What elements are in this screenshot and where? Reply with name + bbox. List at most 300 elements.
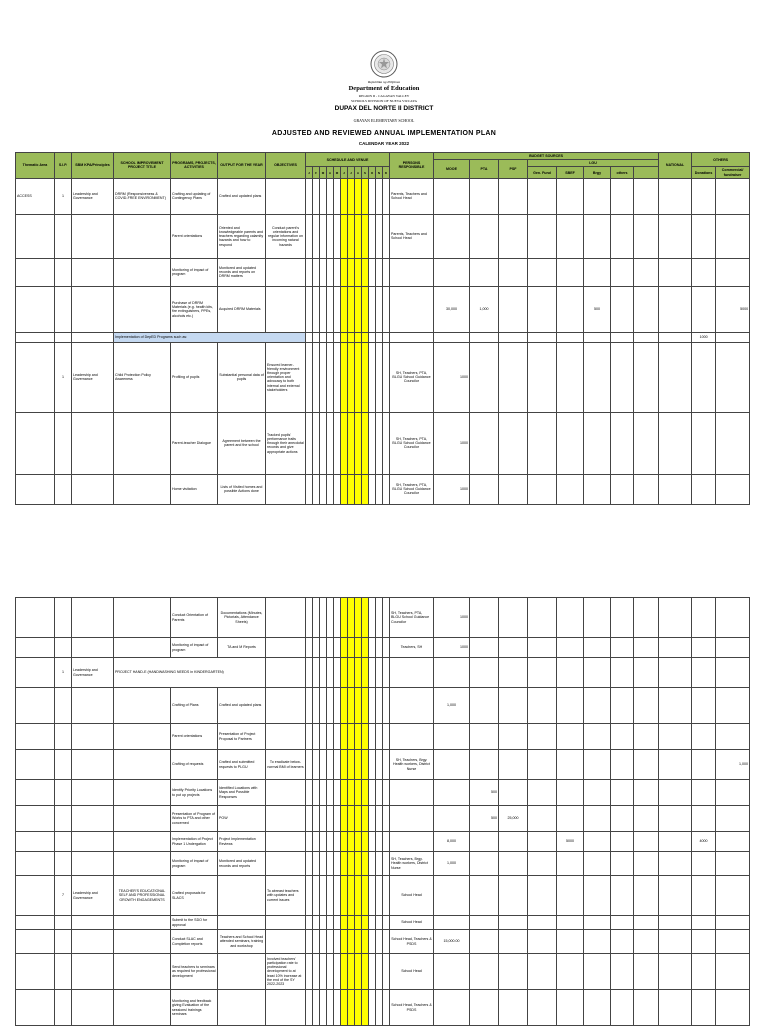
district-name: DUPAX DEL NORTE II DISTRICT	[334, 105, 434, 112]
schedule-month-cell	[362, 342, 369, 412]
schedule-month-cell	[306, 342, 313, 412]
empty-cell	[611, 474, 634, 504]
calendar-year: CALENDAR YEAR 2022	[358, 141, 410, 146]
schedule-month-cell	[376, 332, 383, 342]
table-row	[16, 638, 750, 658]
empty-cell	[72, 990, 114, 1026]
schedule-month-cell	[348, 178, 355, 214]
table-row	[16, 750, 750, 780]
division-text: SCHOOLS DIVISION OF NUEVA VIZCAYA	[350, 99, 418, 103]
col-sbef: SBEF	[557, 167, 584, 178]
schedule-month-cell	[376, 688, 383, 724]
empty-cell	[72, 638, 114, 658]
schedule-month-cell	[369, 876, 376, 916]
schedule-month-cell	[306, 876, 313, 916]
schedule-month-cell	[320, 876, 327, 916]
empty-cell	[528, 806, 557, 832]
col-others: others	[611, 167, 634, 178]
schedule-month-cell	[334, 658, 341, 688]
empty-cell	[634, 876, 659, 916]
empty-cell	[16, 780, 55, 806]
schedule-month-cell	[362, 780, 369, 806]
month-may: M	[334, 167, 341, 178]
schedule-month-cell	[369, 474, 376, 504]
empty-cell	[55, 750, 72, 780]
output-text: Oriented and knowledgeable parents and teachers regarding calamity hazards and how to respond	[218, 214, 266, 258]
schedule-month-cell	[383, 658, 390, 688]
empty-cell	[470, 214, 499, 258]
ppa-text: Monitoring of impact of program	[171, 852, 218, 876]
schedule-month-cell	[320, 852, 327, 876]
empty-cell	[55, 258, 72, 286]
schedule-month-cell	[313, 876, 320, 916]
schedule-month-cell	[306, 658, 313, 688]
empty-cell	[584, 954, 611, 990]
schedule-month-cell	[313, 638, 320, 658]
empty-cell	[114, 258, 171, 286]
schedule-month-cell	[327, 332, 334, 342]
empty-cell	[634, 780, 659, 806]
schedule-month-cell	[313, 474, 320, 504]
schedule-month-cell	[348, 930, 355, 954]
schedule-month-cell	[369, 780, 376, 806]
empty-cell	[16, 806, 55, 832]
empty-cell	[692, 780, 716, 806]
empty-cell	[55, 852, 72, 876]
ppa-text: Implementation of Project Phase 1 Undergation	[171, 832, 218, 852]
schedule-month-cell	[327, 806, 334, 832]
schedule-month-cell	[313, 954, 320, 990]
schedule-month-cell	[313, 990, 320, 1026]
empty-cell	[390, 658, 434, 688]
empty-cell	[434, 332, 470, 342]
empty-cell	[218, 916, 266, 930]
schedule-month-cell	[327, 214, 334, 258]
schedule-month-cell	[306, 832, 313, 852]
empty-cell	[611, 638, 634, 658]
schedule-month-cell	[362, 930, 369, 954]
person-responsible: SH, Teachers, Brgy. Health workers, District Nurse	[390, 852, 434, 876]
ppa-text: Parent orientations	[171, 214, 218, 258]
table-row	[16, 474, 750, 504]
project-title: DRRM (Responsiveness & COVID-FREE ENVIRONMENT)	[114, 178, 171, 214]
empty-cell	[659, 806, 692, 832]
schedule-month-cell	[355, 178, 362, 214]
empty-cell	[470, 750, 499, 780]
ppa-text: Identify Priority Locations to put up projects	[171, 780, 218, 806]
schedule-month-cell	[376, 286, 383, 332]
empty-cell	[611, 332, 634, 342]
section-label: Implementation of DepED Programs such as:	[114, 332, 306, 342]
schedule-month-cell	[362, 688, 369, 724]
empty-cell	[634, 474, 659, 504]
empty-cell	[55, 688, 72, 724]
schedule-month-cell	[355, 332, 362, 342]
schedule-month-cell	[320, 806, 327, 832]
sip-number: 1	[55, 658, 72, 688]
empty-cell	[692, 474, 716, 504]
empty-cell	[266, 806, 306, 832]
schedule-month-cell	[348, 876, 355, 916]
schedule-month-cell	[306, 688, 313, 724]
empty-cell	[390, 258, 434, 286]
sbm-principle: Leadership and Governance	[72, 178, 114, 214]
empty-cell	[16, 258, 55, 286]
table-row	[16, 916, 750, 930]
empty-cell	[716, 806, 750, 832]
empty-cell	[16, 954, 55, 990]
empty-cell	[634, 750, 659, 780]
empty-cell	[499, 876, 528, 916]
schedule-month-cell	[341, 688, 348, 724]
empty-cell	[114, 750, 171, 780]
schedule-month-cell	[383, 954, 390, 990]
schedule-month-cell	[313, 806, 320, 832]
empty-cell	[557, 474, 584, 504]
schedule-month-cell	[376, 258, 383, 286]
ppa-text: Conduct SLAC and Completion reports	[171, 930, 218, 954]
empty-cell	[470, 724, 499, 750]
schedule-month-cell	[362, 178, 369, 214]
empty-cell	[584, 876, 611, 916]
table-row	[16, 930, 750, 954]
empty-cell	[72, 930, 114, 954]
empty-cell	[434, 916, 470, 930]
mooe-amount: 1,000	[434, 852, 470, 876]
empty-cell	[55, 806, 72, 832]
schedule-month-cell	[348, 658, 355, 688]
schedule-month-cell	[306, 638, 313, 658]
schedule-month-cell	[369, 916, 376, 930]
col-donations: Donations	[692, 167, 716, 178]
schedule-month-cell	[334, 780, 341, 806]
project-title: Child Protection Policy Awareness	[114, 342, 171, 412]
empty-cell	[55, 930, 72, 954]
empty-cell	[716, 178, 750, 214]
empty-cell	[634, 658, 659, 688]
schedule-month-cell	[306, 474, 313, 504]
empty-cell	[16, 638, 55, 658]
empty-cell	[266, 658, 306, 688]
schedule-month-cell	[362, 990, 369, 1026]
schedule-month-cell	[383, 474, 390, 504]
empty-cell	[16, 724, 55, 750]
empty-cell	[266, 474, 306, 504]
schedule-month-cell	[313, 412, 320, 474]
col-output: OUTPUT FOR THE YEAR	[218, 153, 266, 179]
empty-cell	[634, 332, 659, 342]
schedule-month-cell	[348, 916, 355, 930]
schedule-month-cell	[341, 990, 348, 1026]
ppa-text: Crafting and updating of Contingency Plans	[171, 178, 218, 214]
empty-cell	[266, 930, 306, 954]
schedule-month-cell	[306, 750, 313, 780]
empty-cell	[114, 724, 171, 750]
objective-text: Conduct parent's orientations and regular information on incoming natural hazards	[266, 214, 306, 258]
schedule-month-cell	[362, 598, 369, 638]
empty-cell	[499, 990, 528, 1026]
schedule-month-cell	[327, 876, 334, 916]
empty-cell	[72, 916, 114, 930]
schedule-month-cell	[369, 930, 376, 954]
table-row	[16, 658, 750, 688]
schedule-month-cell	[327, 852, 334, 876]
schedule-month-cell	[341, 954, 348, 990]
region-text: REGION II - CAGAYAN VALLEY	[358, 94, 410, 98]
schedule-month-cell	[362, 658, 369, 688]
schedule-month-cell	[306, 990, 313, 1026]
schedule-month-cell	[369, 258, 376, 286]
col-objectives: OBJECTIVES	[266, 153, 306, 179]
empty-cell	[16, 286, 55, 332]
empty-cell	[114, 852, 171, 876]
schedule-month-cell	[334, 832, 341, 852]
empty-cell	[659, 332, 692, 342]
schedule-month-cell	[320, 930, 327, 954]
empty-cell	[528, 780, 557, 806]
pta-amount: 500	[470, 780, 499, 806]
schedule-month-cell	[334, 930, 341, 954]
empty-cell	[470, 916, 499, 930]
empty-cell	[218, 876, 266, 916]
empty-cell	[557, 688, 584, 724]
schedule-month-cell	[355, 412, 362, 474]
empty-cell	[611, 214, 634, 258]
schedule-month-cell	[362, 332, 369, 342]
empty-cell	[528, 342, 557, 412]
empty-cell	[557, 638, 584, 658]
schedule-month-cell	[376, 598, 383, 638]
empty-cell	[266, 832, 306, 852]
empty-cell	[611, 954, 634, 990]
table-row	[16, 598, 750, 638]
schedule-month-cell	[369, 214, 376, 258]
empty-cell	[557, 750, 584, 780]
table-row	[16, 214, 750, 258]
schedule-month-cell	[313, 258, 320, 286]
empty-cell	[557, 178, 584, 214]
col-project: SCHOOL IMPROVEMENT PROJECT TITLE	[114, 153, 171, 179]
sip-number: 7	[55, 876, 72, 916]
col-schedule: SCHEDULE AND VENUE	[306, 153, 390, 167]
mooe-amount: 15,000.00	[434, 930, 470, 954]
empty-cell	[470, 852, 499, 876]
empty-cell	[55, 332, 72, 342]
col-national: NATIONAL	[659, 153, 692, 179]
empty-cell	[634, 286, 659, 332]
person-responsible: School Head, Teachers & PSDS	[390, 930, 434, 954]
empty-cell	[716, 876, 750, 916]
objective-text: Involved teachers' participation rate to professional development to at least 10% increase at the end of the SY 2022-2023	[266, 954, 306, 990]
ppa-text: Crafted proposals for SLACS	[171, 876, 218, 916]
empty-cell	[114, 412, 171, 474]
output-text: Teachers and School Head attended seminars, training and workshop	[218, 930, 266, 954]
empty-cell	[72, 332, 114, 342]
objective-text: To eradicate below-normal BMI of learners	[266, 750, 306, 780]
empty-cell	[72, 780, 114, 806]
department-name: Department of Education	[348, 85, 420, 92]
empty-cell	[499, 658, 528, 688]
table-row	[16, 990, 750, 1026]
schedule-month-cell	[355, 780, 362, 806]
schedule-month-cell	[313, 658, 320, 688]
schedule-month-cell	[362, 258, 369, 286]
ppa-text: Profiling of pupils	[171, 342, 218, 412]
empty-cell	[499, 474, 528, 504]
schedule-month-cell	[334, 598, 341, 638]
schedule-month-cell	[327, 724, 334, 750]
schedule-month-cell	[341, 638, 348, 658]
empty-cell	[557, 852, 584, 876]
empty-cell	[528, 258, 557, 286]
project-title: TEACHER'S EDUCATIONAL SELF AND PROFESSIONAL GROWTH ENGAGEMENTS	[114, 876, 171, 916]
table-row	[16, 852, 750, 876]
schedule-month-cell	[306, 258, 313, 286]
empty-cell	[557, 286, 584, 332]
empty-cell	[634, 342, 659, 412]
month-aug: A	[355, 167, 362, 178]
empty-cell	[55, 214, 72, 258]
schedule-month-cell	[355, 658, 362, 688]
sip-number: 1	[55, 342, 72, 412]
empty-cell	[634, 852, 659, 876]
output-text: Agreement between the parent and the school	[218, 412, 266, 474]
empty-cell	[16, 342, 55, 412]
schedule-month-cell	[313, 332, 320, 342]
schedule-month-cell	[306, 780, 313, 806]
thematic-area: ACCESS	[16, 178, 55, 214]
empty-cell	[266, 598, 306, 638]
schedule-month-cell	[383, 832, 390, 852]
schedule-month-cell	[334, 954, 341, 990]
empty-cell	[55, 638, 72, 658]
schedule-month-cell	[341, 832, 348, 852]
schedule-month-cell	[341, 474, 348, 504]
empty-cell	[557, 598, 584, 638]
schedule-month-cell	[313, 342, 320, 412]
sbef-amount: 5000	[557, 832, 584, 852]
schedule-month-cell	[376, 930, 383, 954]
schedule-month-cell	[334, 258, 341, 286]
empty-cell	[659, 658, 692, 688]
schedule-month-cell	[320, 750, 327, 780]
empty-cell	[470, 954, 499, 990]
empty-cell	[55, 832, 72, 852]
month-mar: M	[320, 167, 327, 178]
output-text: Documentations (Minutes, Pictorials, Attendance Sheets)	[218, 598, 266, 638]
empty-cell	[584, 724, 611, 750]
empty-cell	[716, 342, 750, 412]
empty-cell	[266, 178, 306, 214]
schedule-month-cell	[320, 658, 327, 688]
empty-cell	[557, 876, 584, 916]
col-ppa: PROGRAMS, PROJECTS, ACTIVITIES	[171, 153, 218, 179]
empty-cell	[634, 724, 659, 750]
month-jun: J	[341, 167, 348, 178]
schedule-month-cell	[320, 258, 327, 286]
output-text: Crafted and updated plans	[218, 178, 266, 214]
empty-cell	[634, 178, 659, 214]
schedule-month-cell	[362, 724, 369, 750]
person-responsible: SH, Teachers, Brgy. Health workers, District Nurse	[390, 750, 434, 780]
schedule-month-cell	[341, 930, 348, 954]
empty-cell	[114, 930, 171, 954]
empty-cell	[528, 178, 557, 214]
schedule-month-cell	[320, 412, 327, 474]
empty-cell	[634, 916, 659, 930]
empty-cell	[55, 474, 72, 504]
empty-cell	[557, 954, 584, 990]
empty-cell	[114, 954, 171, 990]
schedule-month-cell	[369, 750, 376, 780]
ppa-text: Crafting of Plans	[171, 688, 218, 724]
col-thematic: Thematic Area	[16, 153, 55, 179]
month-jul: J	[348, 167, 355, 178]
empty-cell	[390, 724, 434, 750]
schedule-month-cell	[306, 178, 313, 214]
empty-cell	[470, 638, 499, 658]
empty-cell	[55, 286, 72, 332]
col-sip: S.I.P.	[55, 153, 72, 179]
schedule-month-cell	[376, 178, 383, 214]
empty-cell	[659, 852, 692, 876]
empty-cell	[470, 598, 499, 638]
empty-cell	[470, 332, 499, 342]
schedule-month-cell	[376, 750, 383, 780]
schedule-month-cell	[313, 930, 320, 954]
empty-cell	[659, 916, 692, 930]
empty-cell	[528, 598, 557, 638]
col-brgy: Brgy	[584, 167, 611, 178]
empty-cell	[528, 688, 557, 724]
empty-cell	[557, 214, 584, 258]
empty-cell	[218, 990, 266, 1026]
empty-cell	[692, 916, 716, 930]
schedule-month-cell	[334, 724, 341, 750]
schedule-month-cell	[355, 286, 362, 332]
empty-cell	[611, 930, 634, 954]
schedule-month-cell	[369, 724, 376, 750]
schedule-month-cell	[355, 258, 362, 286]
schedule-month-cell	[369, 638, 376, 658]
table-row	[16, 412, 750, 474]
schedule-month-cell	[327, 916, 334, 930]
schedule-month-cell	[327, 750, 334, 780]
empty-cell	[499, 598, 528, 638]
sbm-principle: Leadership and Governance	[72, 876, 114, 916]
schedule-month-cell	[348, 638, 355, 658]
empty-cell	[72, 598, 114, 638]
empty-cell	[716, 832, 750, 852]
empty-cell	[499, 724, 528, 750]
empty-cell	[470, 412, 499, 474]
objective-text: Tracked pupils' performance traits through their anecdotal records and give appropriate actions	[266, 412, 306, 474]
empty-cell	[266, 638, 306, 658]
empty-cell	[692, 990, 716, 1026]
schedule-month-cell	[369, 598, 376, 638]
empty-cell	[611, 412, 634, 474]
empty-cell	[470, 474, 499, 504]
empty-cell	[634, 930, 659, 954]
empty-cell	[16, 916, 55, 930]
pta-amount: 1,000	[470, 286, 499, 332]
empty-cell	[16, 750, 55, 780]
schedule-month-cell	[362, 954, 369, 990]
schedule-month-cell	[383, 780, 390, 806]
donation-amount: 1000	[692, 332, 716, 342]
ppa-text: Presentation of Program of Works to PTA and other concerned	[171, 806, 218, 832]
schedule-month-cell	[306, 214, 313, 258]
